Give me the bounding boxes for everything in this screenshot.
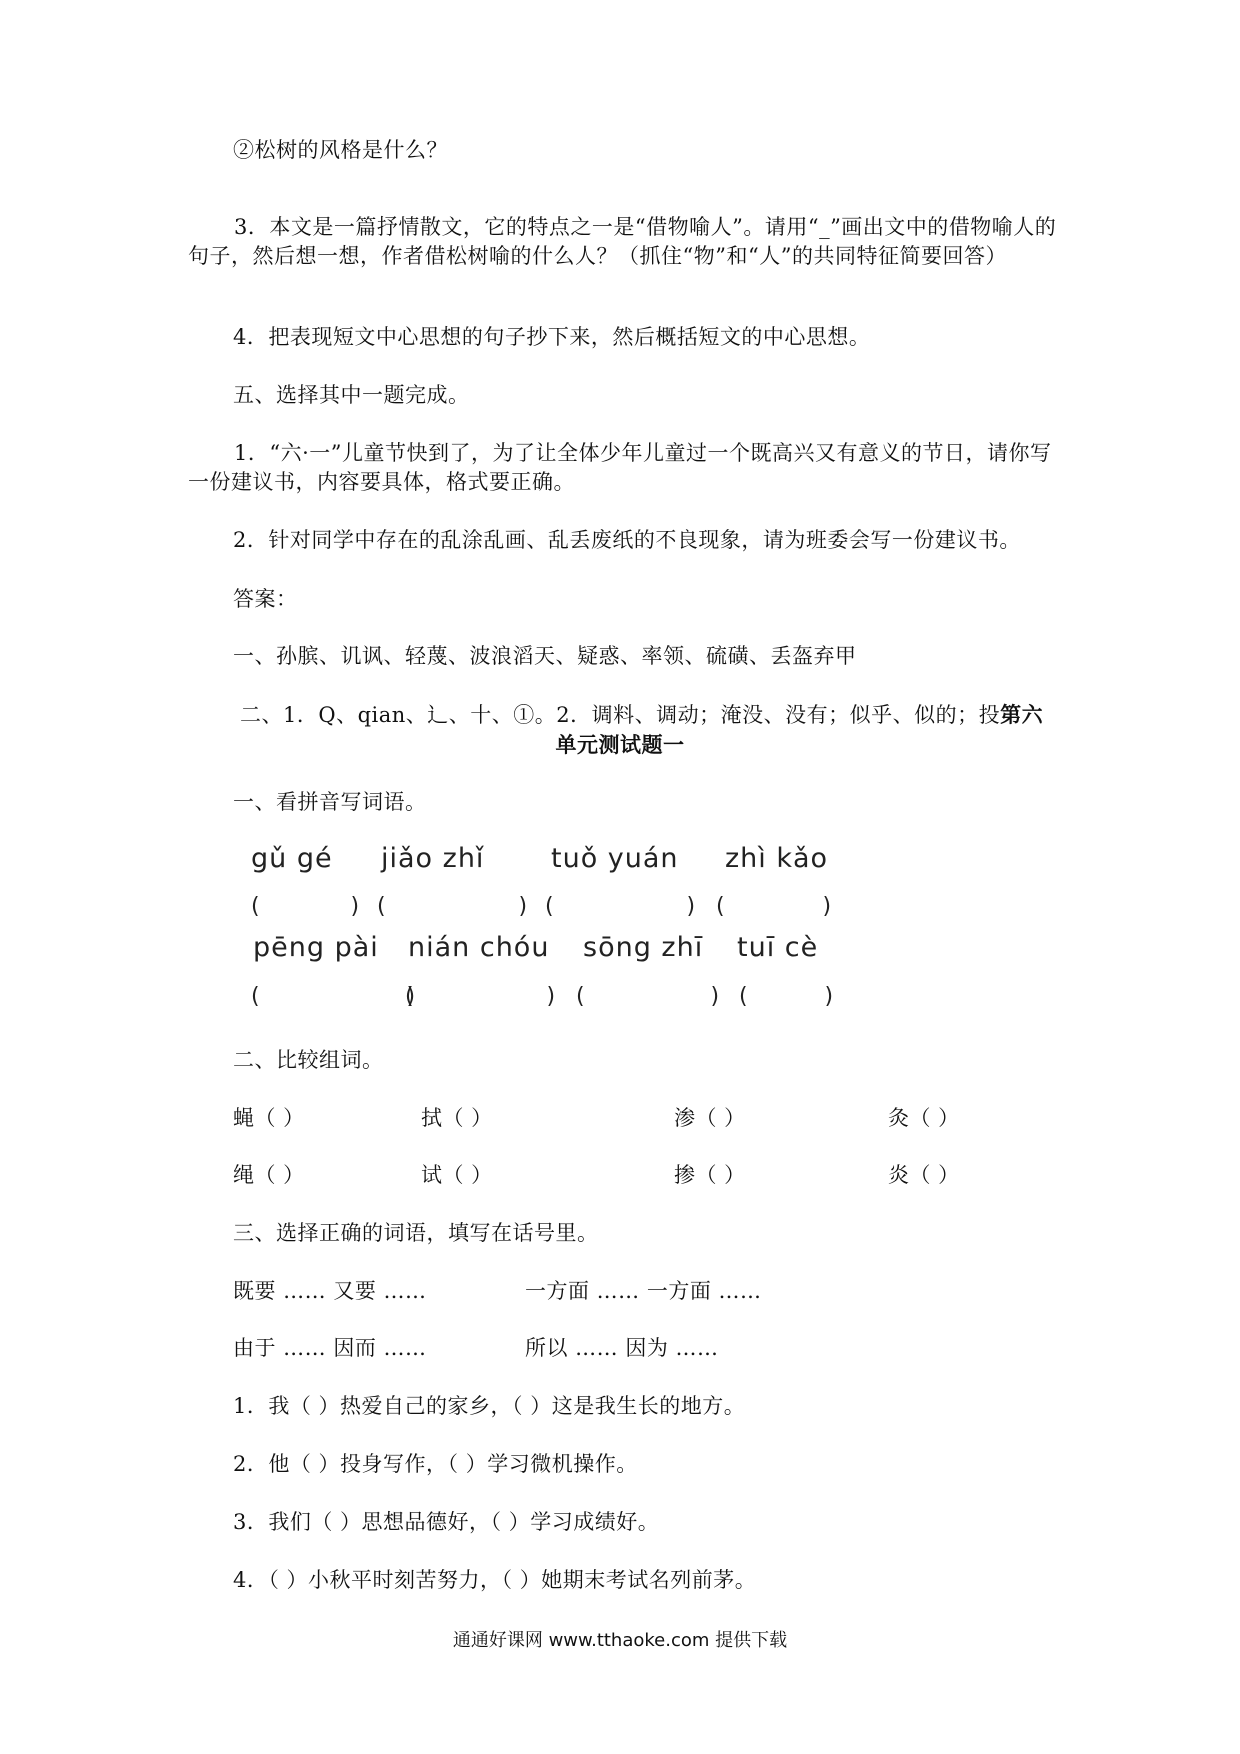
section-5-item-1: 1．“六·一”儿童节快到了，为了让全体少年儿童过一个既高兴又有意义的节日，请你写一份建议书，内容要具体，格式要正确。 bbox=[188, 441, 1052, 494]
fill-sentence-4: 4．（ ）小秋平时刻苦努力，（ ）她期末考试名列前茅。 bbox=[233, 1568, 757, 1592]
answer-blank: ( ) bbox=[739, 984, 834, 1009]
answer-blank: ( ) bbox=[716, 894, 832, 919]
section-5-heading: 五、选择其中一题完成。 bbox=[233, 383, 470, 407]
pinyin-item: zhì kǎo bbox=[725, 843, 829, 874]
fill-sentence-3: 3．我们（ ）思想品德好，（ ）学习成绩好。 bbox=[233, 1510, 660, 1534]
answers-heading: 答案： bbox=[233, 587, 298, 611]
compare-item: 绳（ ） bbox=[233, 1163, 305, 1187]
test-q3-heading: 三、选择正确的词语，填写在话号里。 bbox=[233, 1221, 599, 1245]
answer-blank: ( ) bbox=[405, 984, 556, 1009]
pinyin-item: pēng pài bbox=[253, 932, 379, 963]
test-q1-heading: 一、看拼音写词语。 bbox=[233, 790, 427, 814]
choice-item: 所以 …… 因为 …… bbox=[525, 1336, 719, 1360]
pinyin-item: tuǒ yuán bbox=[551, 843, 679, 874]
page-footer: 通通好课网 www.tthaoke.com 提供下载 bbox=[452, 1630, 788, 1651]
compare-item: 试（ ） bbox=[421, 1163, 493, 1187]
pinyin-item: tuī cè bbox=[737, 932, 819, 963]
compare-item: 掺（ ） bbox=[674, 1163, 746, 1187]
test-q2-heading: 二、比较组词。 bbox=[233, 1048, 384, 1072]
section-5-item-2: 2．针对同学中存在的乱涂乱画、乱丢废纸的不良现象，请为班委会写一份建议书。 bbox=[233, 528, 1021, 552]
pinyin-item: sōng zhī bbox=[583, 932, 704, 963]
compare-item: 炎（ ） bbox=[888, 1163, 960, 1187]
answer-blank: ( ) bbox=[251, 894, 360, 919]
question-2-sub: ②松树的风格是什么？ bbox=[233, 138, 448, 162]
question-3: 3．本文是一篇抒情散文，它的特点之一是“借物喻人”。请用“_”画出文中的借物喻人的句子，然后想一想，作者借松树喻的什么人？（抓住“物”和“人”的共同特征简要回答） bbox=[188, 215, 1057, 268]
choice-item: 既要 …… 又要 …… bbox=[233, 1279, 427, 1303]
answer-blank: ( ) bbox=[377, 894, 528, 919]
compare-item: 拭（ ） bbox=[421, 1106, 493, 1130]
compare-item: 蝇（ ） bbox=[233, 1106, 305, 1130]
compare-item: 灸（ ） bbox=[888, 1106, 960, 1130]
pinyin-item: gǔ gé bbox=[251, 843, 333, 874]
fill-sentence-2: 2．他（ ）投身写作，（ ）学习微机操作。 bbox=[233, 1452, 638, 1476]
unit-title-part-1: 第六 bbox=[1000, 702, 1044, 727]
answer-blank: ( ) bbox=[251, 984, 416, 1009]
answers-line-1: 一、孙膑、讥讽、轻蔑、波浪滔天、疑惑、率领、硫磺、丢盔弃甲 bbox=[233, 644, 857, 668]
answer-blank: ( ) bbox=[576, 984, 720, 1009]
choice-item: 由于 …… 因而 …… bbox=[233, 1336, 427, 1360]
pinyin-item: nián chóu bbox=[408, 932, 550, 963]
compare-item: 渗（ ） bbox=[674, 1106, 746, 1130]
pinyin-item: jiǎo zhǐ bbox=[381, 843, 485, 874]
question-4: 4．把表现短文中心思想的句子抄下来，然后概括短文的中心思想。 bbox=[233, 325, 871, 349]
unit-title-part-2: 单元测试题一 bbox=[555, 732, 685, 757]
choice-item: 一方面 …… 一方面 …… bbox=[525, 1279, 762, 1303]
answers-line-2 bbox=[240, 701, 1043, 729]
answer-blank: ( ) bbox=[545, 894, 696, 919]
answers-line-2-text: 二、1．Q、qian、辶、十、①。2．调料、调动；淹没、没有；似乎、似的；投 bbox=[240, 703, 1001, 727]
fill-sentence-1: 1．我（ ）热爱自己的家乡，（ ）这是我生长的地方。 bbox=[233, 1394, 746, 1418]
